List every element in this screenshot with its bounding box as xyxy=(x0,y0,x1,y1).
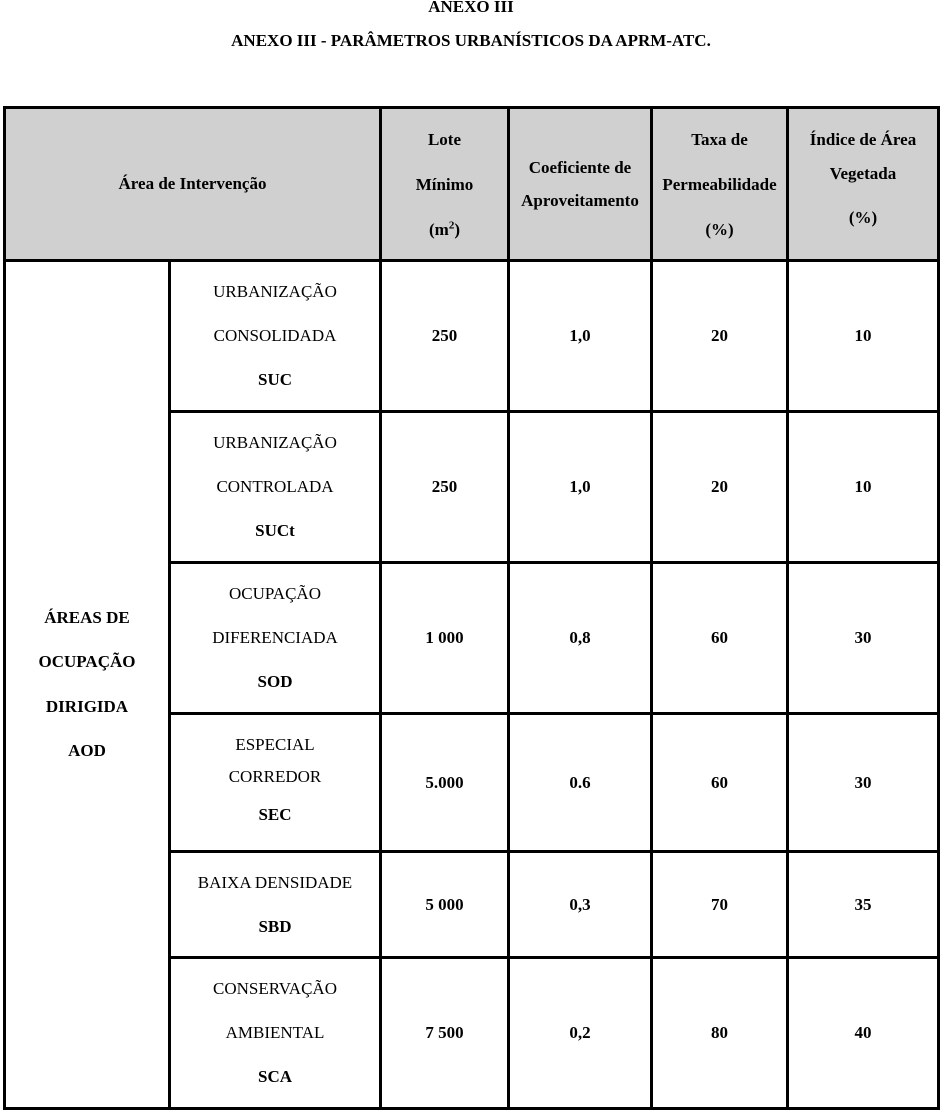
taxa-cell: 60 xyxy=(652,563,788,714)
area-name-line-1: ESPECIAL xyxy=(235,734,315,754)
area-code: SUCt xyxy=(255,521,295,540)
area-name-line-2: CORREDOR xyxy=(228,766,322,786)
area-name-line-2: DIFERENCIADA xyxy=(212,628,338,647)
lote-cell: 250 xyxy=(381,412,509,563)
lote-cell: 250 xyxy=(381,261,509,412)
area-name-line-2: AMBIENTAL xyxy=(225,1023,325,1042)
header-taxa-line-3: (%) xyxy=(705,219,734,239)
indice-cell: 10 xyxy=(788,412,939,563)
lote-cell: 5 000 xyxy=(381,852,509,958)
coeficiente-cell: 0,2 xyxy=(509,958,652,1109)
area-name-line-1: URBANIZAÇÃO xyxy=(213,433,337,452)
lote-cell: 1 000 xyxy=(381,563,509,714)
lote-cell: 5.000 xyxy=(381,714,509,852)
group-line-4: AOD xyxy=(68,741,106,760)
header-indice-line-1: Índice de Área xyxy=(809,130,917,149)
indice-cell: 35 xyxy=(788,852,939,958)
area-name-line-2: CONTROLADA xyxy=(216,477,334,496)
area-code: SUC xyxy=(257,370,292,389)
header-indice-area-vegetada xyxy=(788,108,939,261)
coeficiente-cell: 0,8 xyxy=(509,563,652,714)
area-name-cell xyxy=(170,714,381,852)
area-code: SBD xyxy=(258,916,292,936)
header-coeficiente xyxy=(509,108,652,261)
header-lote-line-1: Lote xyxy=(427,129,462,149)
taxa-cell: 70 xyxy=(652,852,788,958)
area-code: SEC xyxy=(258,804,292,824)
lote-cell: 7 500 xyxy=(381,958,509,1109)
parameters-table xyxy=(3,106,940,1110)
indice-cell: 10 xyxy=(788,261,939,412)
indice-cell: 30 xyxy=(788,563,939,714)
table-header-row xyxy=(5,108,939,261)
area-name-line-1: OCUPAÇÃO xyxy=(229,584,321,603)
taxa-cell: 20 xyxy=(652,412,788,563)
header-coeficiente-line-1: Coeficiente de xyxy=(528,158,632,177)
header-taxa-line-1: Taxa de xyxy=(691,129,748,149)
area-name-cell xyxy=(170,563,381,714)
group-line-1: ÁREAS DE xyxy=(44,607,130,627)
header-indice-line-2: Vegetada xyxy=(829,164,897,183)
area-name-cell xyxy=(170,958,381,1109)
taxa-cell: 80 xyxy=(652,958,788,1109)
area-name-line-1: URBANIZAÇÃO xyxy=(213,282,337,301)
group-cell-aod xyxy=(5,261,170,1109)
header-lote-minimo xyxy=(381,108,509,261)
taxa-cell: 60 xyxy=(652,714,788,852)
page-subtitle: ANEXO III - PARÂMETROS URBANÍSTICOS DA APRM-ATC. xyxy=(231,31,711,50)
header-taxa-line-2: Permeabilidade xyxy=(662,174,777,194)
area-name-line-2: CONSOLIDADA xyxy=(213,326,337,345)
area-name-cell xyxy=(170,261,381,412)
group-line-3: DIRIGIDA xyxy=(45,696,129,716)
header-taxa-permeabilidade xyxy=(652,108,788,261)
area-name-line-1: CONSERVAÇÃO xyxy=(213,979,337,998)
header-lote-line-3: $(m^2)$ xyxy=(429,218,460,239)
header-area-intervencao: Área de Intervenção xyxy=(5,108,381,261)
area-name-cell xyxy=(170,412,381,563)
taxa-cell: 20 xyxy=(652,261,788,412)
area-code: SCA xyxy=(257,1067,292,1086)
indice-cell: 40 xyxy=(788,958,939,1109)
table-row xyxy=(5,261,939,412)
coeficiente-cell: 1,0 xyxy=(509,261,652,412)
page-title: ANEXO III xyxy=(428,0,514,16)
coeficiente-cell: 0,3 xyxy=(509,852,652,958)
indice-cell: 30 xyxy=(788,714,939,852)
header-lote-line-2: Mínimo xyxy=(415,174,474,194)
header-coeficiente-line-2: Aproveitamento xyxy=(521,191,639,210)
coeficiente-cell: 0.6 xyxy=(509,714,652,852)
header-indice-line-3: (%) xyxy=(848,208,878,227)
area-code: SOD xyxy=(257,672,293,691)
coeficiente-cell: 1,0 xyxy=(509,412,652,563)
area-name-cell xyxy=(170,852,381,958)
group-line-2: OCUPAÇÃO xyxy=(38,652,136,671)
area-name-line-1: BAIXA DENSIDADE xyxy=(197,872,353,892)
